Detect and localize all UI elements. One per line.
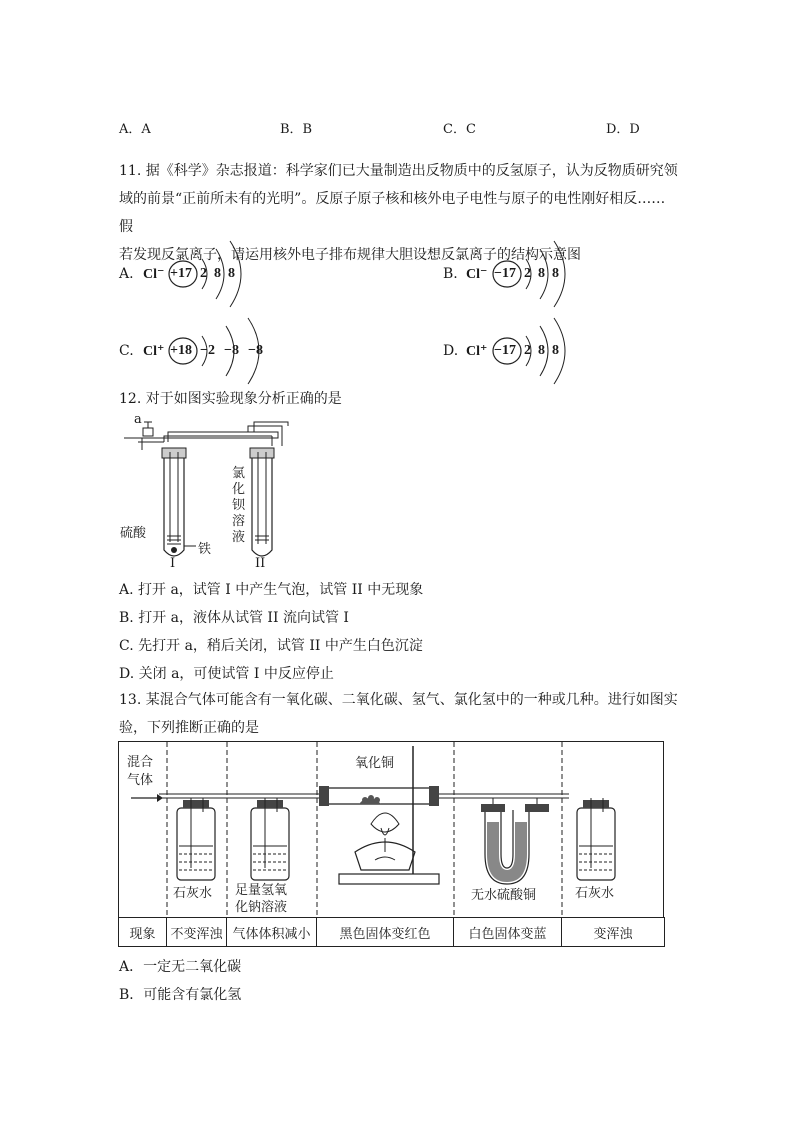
- q10-option-c: C．C: [443, 122, 476, 137]
- table-cell: 黑色固体变红色: [317, 918, 454, 947]
- nucleus-charge: +17: [170, 266, 192, 281]
- valve-label: a: [134, 412, 142, 427]
- table-cell: 不变浑浊: [167, 918, 227, 947]
- left-liquid-label: 硫酸: [120, 526, 147, 541]
- option-letter: D.: [443, 343, 459, 359]
- shell-3: 8: [228, 266, 235, 281]
- reagent-5-label: 石灰水: [575, 886, 615, 901]
- observation-table: [118, 917, 665, 947]
- option-letter: B.: [443, 266, 458, 282]
- q11-stem-line-2: 域的前景“正前所未有的光明”。反原子原子核和核外电子电性与原子的电性刚好相反……假: [119, 191, 666, 235]
- reagent-4-label: 无水硫酸铜: [471, 888, 537, 903]
- q13-options: [119, 953, 679, 1009]
- right-liquid-label: [232, 466, 248, 546]
- option-letter: A.: [119, 266, 134, 282]
- metal-label: 铁: [198, 542, 212, 557]
- shell-1: 2: [524, 266, 531, 281]
- ion-symbol: Cl⁻: [466, 267, 488, 282]
- shell-2: −8: [224, 343, 239, 358]
- table-header-cell: 现象: [119, 918, 167, 947]
- q12-option-d: D. 关闭 a，可使试管 I 中反应停止: [119, 666, 334, 682]
- ion-symbol: Cl⁺: [143, 344, 165, 359]
- shell-1: −2: [200, 343, 215, 358]
- reagent-1-label: 石灰水: [173, 886, 213, 901]
- q13-apparatus-figure: [118, 741, 664, 917]
- shell-2: 8: [538, 266, 545, 281]
- table-cell: 变浑浊: [562, 918, 665, 947]
- shell-2: 8: [538, 343, 545, 358]
- q13-stem-line-1: 13. 某混合气体可能含有一氧化碳、二氧化碳、氢气、氯化氢中的一种或几种。进行如图实: [119, 692, 678, 708]
- q12-option-c: C. 先打开 a，稍后关闭，试管 II 中产生白色沉淀: [119, 638, 423, 654]
- q10-option-a: A．A: [119, 122, 151, 137]
- shell-3: 8: [552, 266, 559, 281]
- right-liquid-char: 钡: [232, 498, 246, 513]
- option-letter: C.: [119, 343, 134, 359]
- ion-symbol: Cl⁻: [143, 267, 165, 282]
- q12-options: [119, 576, 679, 688]
- inlet-label-line: 气体: [127, 773, 154, 788]
- copper-oxide-label: 氧化铜: [355, 756, 395, 771]
- q13-stem-line-2: 验，下列推断正确的是: [119, 720, 259, 736]
- shell-3: −8: [248, 343, 263, 358]
- nucleus-charge: −17: [494, 343, 516, 358]
- reagent-2-line: 足量氢氧: [235, 883, 288, 898]
- q13-stem: [119, 686, 679, 742]
- table-cell: 白色固体变蓝: [454, 918, 562, 947]
- q12-option-b: B. 打开 a，液体从试管 II 流向试管 I: [119, 610, 349, 626]
- right-liquid-char: 氯: [232, 466, 246, 481]
- tube-2-label: II: [255, 556, 266, 571]
- right-liquid-char: 液: [232, 530, 246, 545]
- q13-option-b: B．可能含有氯化氢: [119, 987, 242, 1003]
- q12-apparatus-figure: [118, 412, 308, 572]
- inlet-label-line: 混合: [127, 755, 154, 770]
- shell-3: 8: [552, 343, 559, 358]
- inlet-label: [127, 754, 153, 790]
- q13-option-a: A．一定无二氧化碳: [119, 959, 242, 975]
- test-tube-apparatus: [118, 412, 308, 572]
- shell-1: 2: [524, 343, 531, 358]
- q12-stem: 12. 对于如图实验现象分析正确的是: [119, 391, 342, 407]
- table-cell: 气体体积减小: [227, 918, 317, 947]
- shell-1: 2: [200, 266, 207, 281]
- tube-1-label: I: [170, 556, 176, 571]
- ion-symbol: Cl⁺: [466, 344, 488, 359]
- right-liquid-char: 溶: [232, 514, 246, 529]
- nucleus-charge: +18: [170, 343, 192, 358]
- q10-option-b: B．B: [280, 122, 313, 137]
- q11-stem-line-3: 若发现反氯离子，请运用核外电子排布规律大胆设想反氯离子的结构示意图: [119, 247, 581, 263]
- shell-2: 8: [214, 266, 221, 281]
- table-row: [119, 918, 665, 947]
- q10-option-d: D．D: [606, 122, 640, 137]
- reagent-2-label: [235, 882, 287, 916]
- q11-stem-line-1: 11. 据《科学》杂志报道：科学家们已大量制造出反物质中的反氢原子，认为反物质研究领: [119, 163, 678, 179]
- right-liquid-char: 化: [232, 482, 246, 497]
- reagent-2-line: 化钠溶液: [235, 900, 288, 915]
- q12-option-a: A. 打开 a，试管 I 中产生气泡，试管 II 中无现象: [119, 582, 424, 598]
- nucleus-charge: −17: [494, 266, 516, 281]
